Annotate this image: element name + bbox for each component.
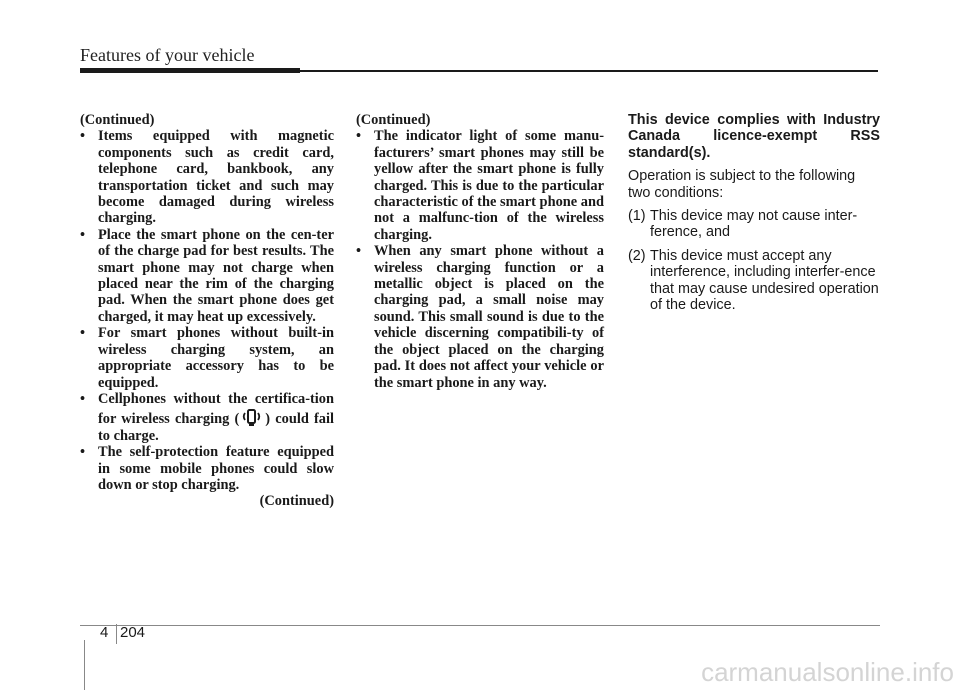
condition-text: This device must accept any interference, including interfer-ence that may cause undesired operation of the device. xyxy=(650,247,879,314)
list-item: • For smart phones without built-in wireless charging system, an appropriate accessory has to be equipped. xyxy=(80,325,334,391)
list-item-text: When any smart phone without a wireless charging function or a metallic object is placed on the charging pad, a small noise may sound. This small sound is due to the vehicle discerning compatibili-ty of the object placed on the charging pad. It does not affect your vehicle or the smart phone in any way. xyxy=(374,243,604,391)
continued-label-top: (Continued) xyxy=(356,112,431,128)
list-item-text-part2: ) could fail to charge. xyxy=(98,411,334,444)
condition-number: (2) xyxy=(628,247,646,264)
list-item: • The self-protection feature equipped in some mobile phones could slow down or stop charging. xyxy=(80,444,334,493)
list-item-text: Items equipped with magnetic components such as credit card, telephone card, bankbook, any transportation ticket and such may become damaged during wireless charging. xyxy=(98,128,334,227)
footer-rule xyxy=(80,625,880,626)
condition-item xyxy=(628,248,880,314)
header-rule-thin xyxy=(298,70,878,72)
watermark: carmanualsonline.info xyxy=(701,657,954,687)
list-item-text-part1: Cellphones without the certifica-tion for wireless charging ( xyxy=(98,390,334,428)
footer-crop-line xyxy=(84,640,85,690)
list-item: • The indicator light of some manu-facturers’ smart phones may still be yellow after the smart phone is fully charged. This is due to the particular characteristic of the smart phone and not a malfunc-tion of the wireless charging. xyxy=(356,128,604,243)
footer-separator xyxy=(116,624,117,644)
list-item: • Items equipped with magnetic components such as credit card, telephone card, bankbook, any transportation ticket and such may become damaged during wireless charging. xyxy=(80,128,334,227)
list-item: • Place the smart phone on the cen-ter of the charge pad for best results. The smart phone may not charge when placed near the rim of the charging pad. When the smart phone does get charged, it may heat up excessively. xyxy=(80,226,334,325)
continued-label-top: (Continued) xyxy=(80,112,155,128)
chapter-number: 4 xyxy=(100,624,109,641)
compliance-heading: This device complies with Industry Canada licence-exempt RSS standard(s). xyxy=(628,112,880,161)
continued-label-bottom: (Continued) xyxy=(259,493,334,510)
list-item-text: For smart phones without built-in wireless charging system, an appropriate accessory has to be equipped. xyxy=(98,325,334,391)
bullet-list xyxy=(80,128,334,493)
list-item: • Cellphones without the certifica-tion for wireless charging ( ) could fail to charge. xyxy=(80,390,334,444)
list-item-text: The self-protection feature equipped in some mobile phones could slow down or stop charging. xyxy=(98,444,334,493)
list-item-text: Place the smart phone on the cen-ter of the charge pad for best results. The smart phone may not charge when placed near the rim of the charging pad. When the smart phone does get charged, it may heat up excessively. xyxy=(98,226,334,325)
list-item-text: The indicator light of some manu-facturers’ smart phones may still be yellow after the smart phone is fully charged. This is due to the particular characteristic of the smart phone and not a malfunc-tion of the wireless charging. xyxy=(374,128,604,243)
list-item: • When any smart phone without a wireless charging function or a metallic object is placed on the charging pad, a small noise may sound. This small sound is due to the vehicle discerning compatibili-ty of the object placed on the charging pad. It does not affect your vehicle or the smart phone in any way. xyxy=(356,243,604,391)
wireless-charging-icon xyxy=(241,407,263,427)
page-number: 204 xyxy=(120,624,146,641)
condition-text: This device may not cause inter-ference, and xyxy=(650,208,858,241)
page-section-title: Features of your vehicle xyxy=(80,45,255,65)
condition-item xyxy=(628,208,880,241)
column-left xyxy=(80,112,334,510)
column-middle xyxy=(356,112,604,391)
compliance-intro: Operation is subject to the following two conditions: xyxy=(628,168,856,201)
bullet-list xyxy=(356,128,604,391)
header-rule-thick xyxy=(80,68,300,73)
column-right xyxy=(628,112,880,320)
condition-number: (1) xyxy=(628,208,646,225)
